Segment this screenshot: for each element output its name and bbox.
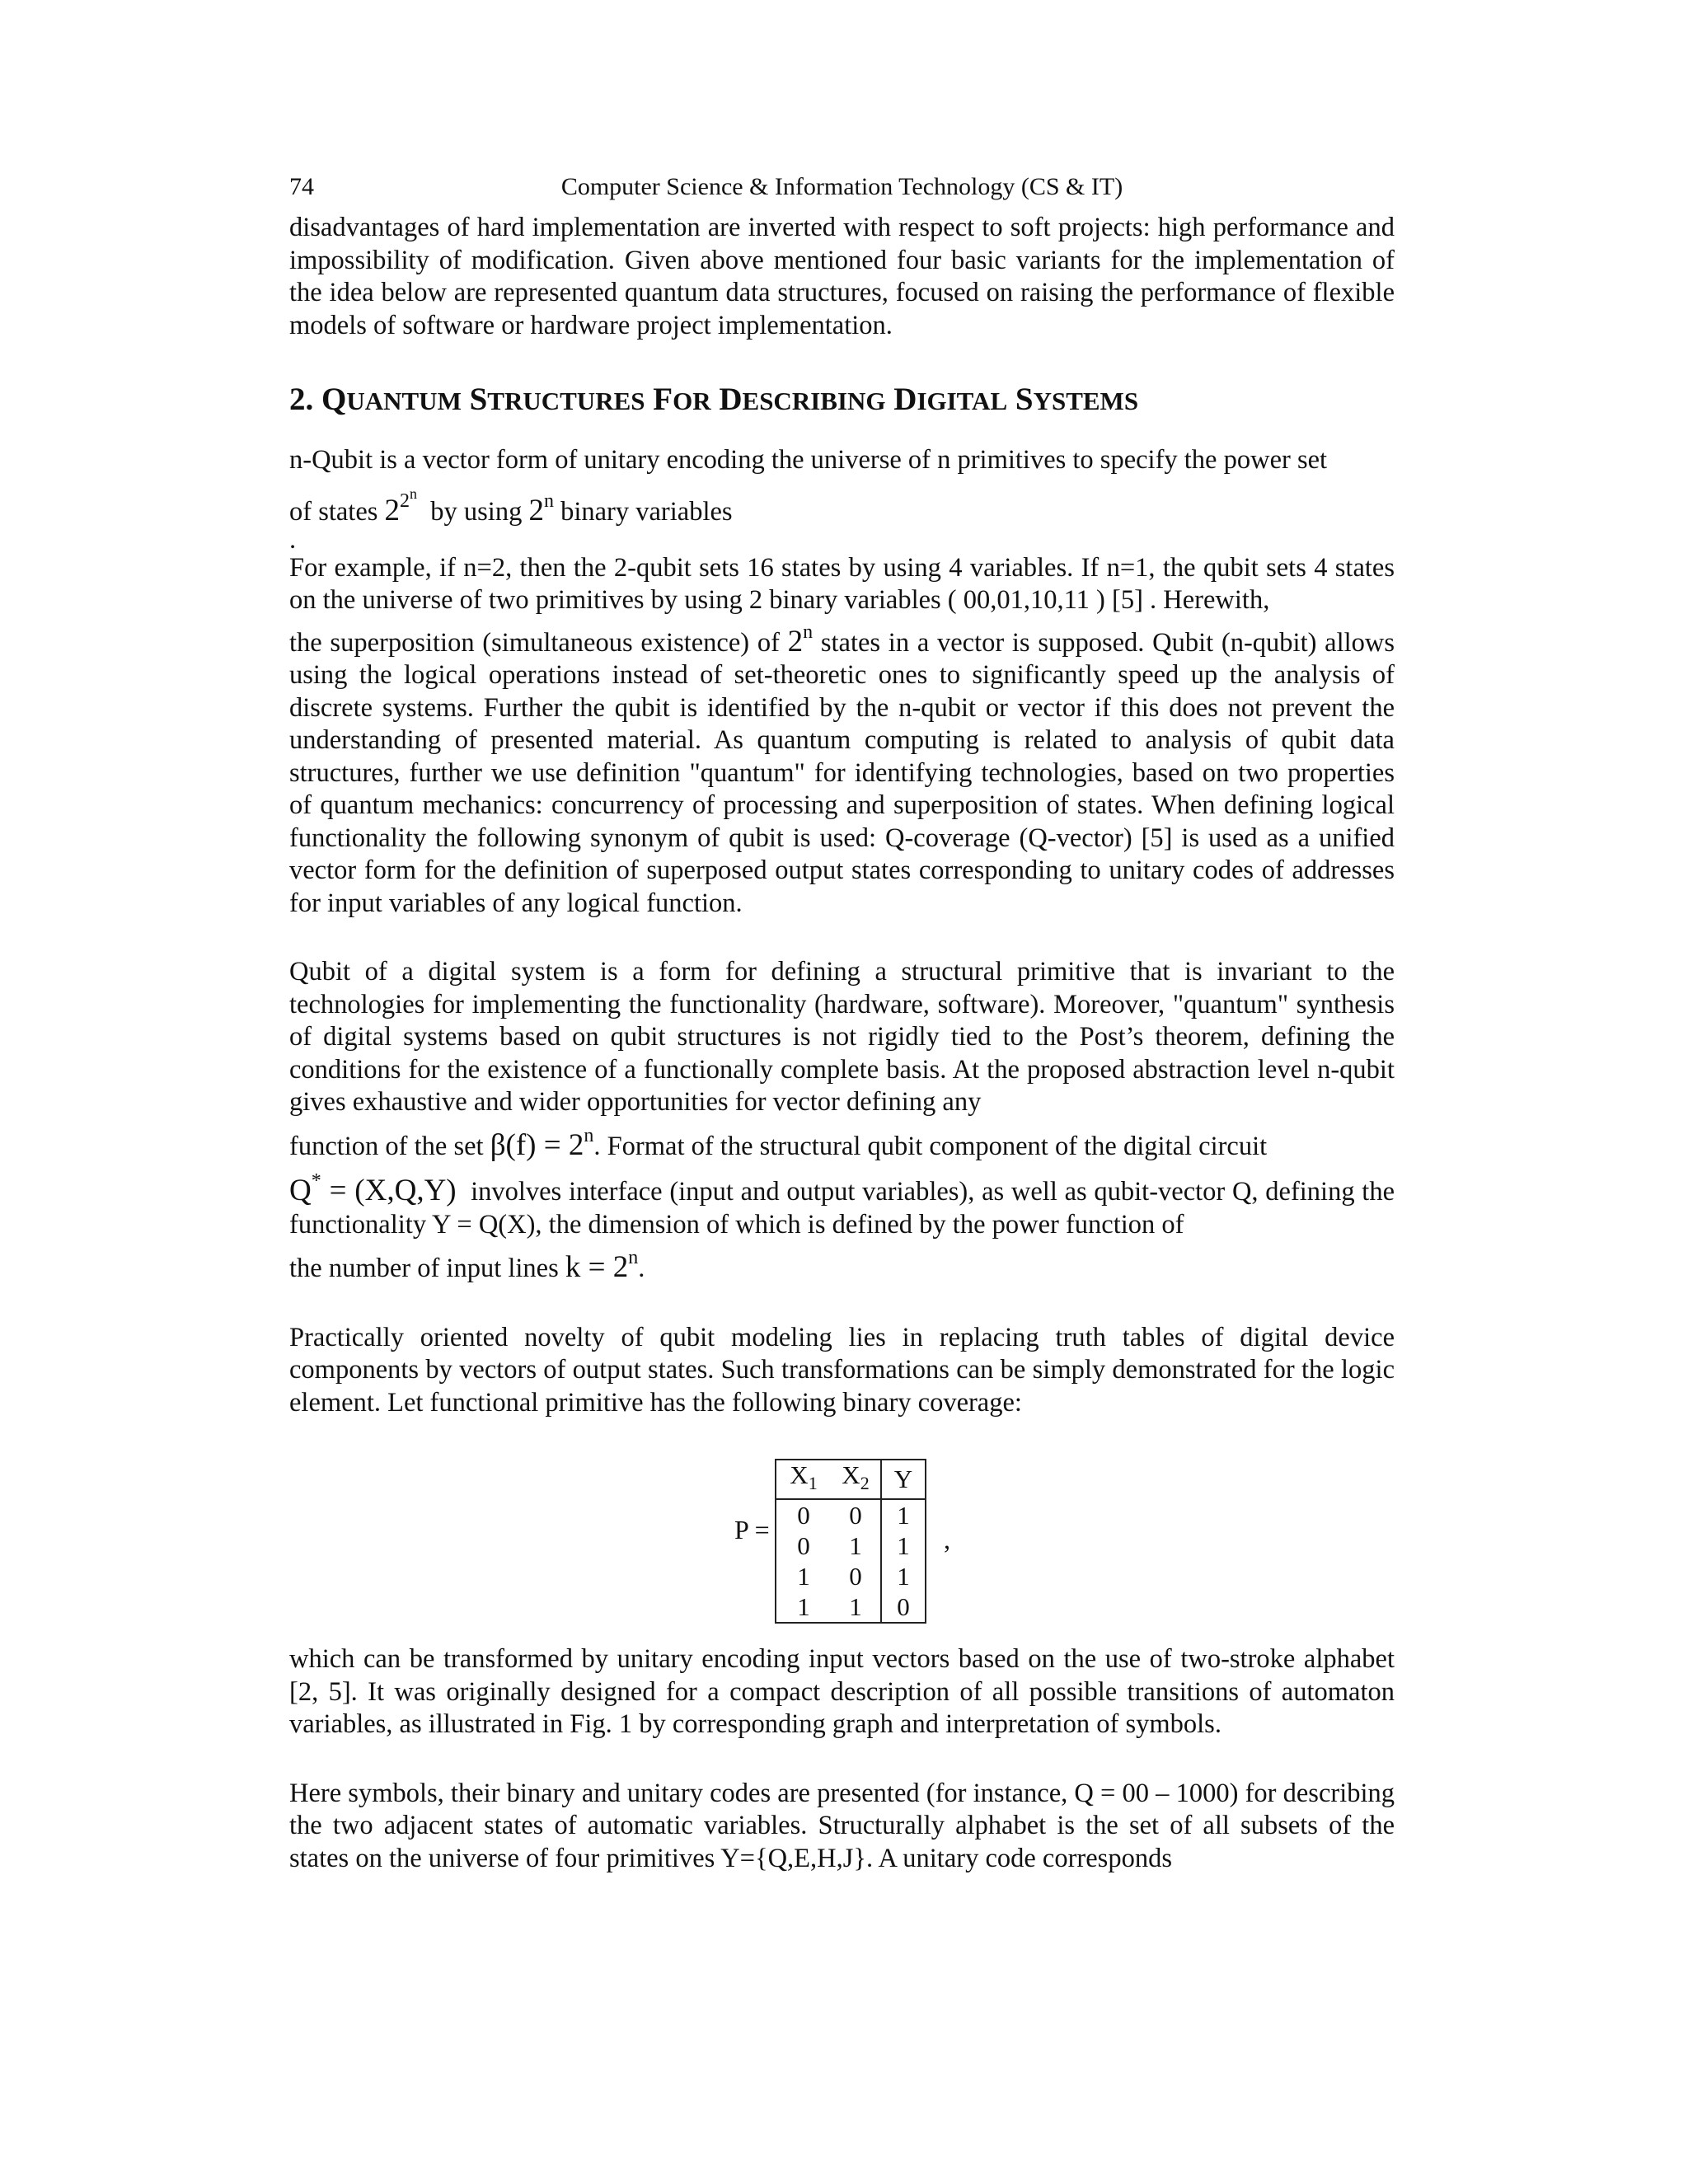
page [289,169,1395,1875]
coverage-trailing-comma: , [944,1525,950,1554]
paragraph-qubit-digital-q: Q* = (X,Q,Y) involves interface (input and output variables), as well as qubit-vector Q, defining the functionality Y = Q(X), the dimension of which is defined by the power function of [289,1170,1395,1240]
stray-dot: . [289,524,297,555]
paragraph-transform: which can be transformed by unitary encoding input vectors based on the use of two-stroke alphabet [2, 5]. It was originally designed for a compact description of all possible transitions of automaton variables, as illustrated in Fig. 1 by corresponding graph and interpretation of symbols. [289,1644,1395,1739]
table-cell: 1 [776,1561,831,1591]
section-heading: 2. QUANTUM STRUCTURES FOR DESCRIBING DIGITAL SYSTEMS [289,382,1139,417]
paragraph-example-part1: For example, if n=2, then the 2-qubit sets 16 states by using 4 variables. If n=1, the qubit sets 4 states on the universe of two primitives by using 2 binary variables ( 00,01,10,11 ) [5] . Herewith, [289,552,1395,615]
coverage-table [775,1459,926,1624]
table-row [776,1591,926,1623]
paragraph-symbols: Here symbols, their binary and unitary codes are presented (for instance, Q = 00 – 1000) for describing the two adjacent states of automatic variables. Structurally alphabet is the set of all subsets of the states on the universe of four primitives Y={Q,E,H,J}. A unitary code corresponds [289,1778,1395,1873]
table-cell: 0 [776,1530,831,1561]
table-cell: 1 [881,1530,926,1561]
paragraph-intro: disadvantages of hard implementation are inverted with respect to soft projects: high performance and impossibility of modification. Given above mentioned four basic variants for the implementation of the idea below are represented quantum data structures, focused on raising the performance of flexible models of software or hardware project implementation. [289,213,1395,340]
table-cell: 0 [849,1561,862,1591]
table-cell: 0 [881,1591,926,1623]
coverage-table-header [776,1460,926,1499]
header-x1: $X_1$ [776,1460,831,1499]
table-row [776,1499,926,1530]
table-cell: 1 [881,1499,926,1530]
paragraph-qubit-digital-beta: function of the set $\beta(f) = 2^n$. Format of the structural qubit component of the digital circuit [289,1124,1268,1162]
header-x2: $X_2$ [831,1460,881,1499]
journal-title: Computer Science & Information Technology (CS & IT) [560,173,1123,200]
paragraph-nqubit-line2: of states $2^{2^n}$ by using 2$^n$ binary variables [289,485,733,527]
header-y: Y [881,1460,926,1499]
table-row [776,1530,926,1561]
table-cell: 0 [849,1500,862,1530]
paragraph-qubit-digital-k: the number of input lines $k = 2^n$. [289,1247,645,1284]
coverage-label: P = [734,1515,770,1544]
paragraph-nqubit-line1: n-Qubit is a vector form of unitary encoding the universe of n primitives to specify the power set [289,445,1328,475]
table-cell: 1 [881,1561,926,1591]
paragraph-practical: Practically oriented novelty of qubit modeling lies in replacing truth tables of digital device components by vectors of output states. Such transformations can be simply demonstrated for the logic element. Let functional primitive has the following binary coverage: [289,1322,1395,1418]
table-cell: 0 [776,1499,831,1530]
table-cell: 1 [849,1530,862,1560]
page-number: 74 [289,173,314,200]
table-cell: 1 [831,1591,881,1623]
paragraph-example-part2: the superposition (simultaneous existence) of 2$^n$ states in a vector is supposed. Qubit (n-qubit) allows using the logical operations instead of set-theoretic ones to significantly speed up the analysis of discrete systems. Further the qubit is identified by the n-qubit or vector if this does not prevent the understanding of presented material. As quantum computing is related to analysis of qubit data structures, further we use definition "quantum" for identifying technologies, based on two properties of quantum mechanics: concurrency of processing and superposition of states. When defining logical functionality the following synonym of qubit is used: Q-coverage (Q-vector) [5] is used as a unified vector form for the definition of superposed output states corresponding to unitary codes of addresses for input variables of any logical function. [289,621,1395,918]
running-header [289,169,1395,205]
paragraph-qubit-digital: Qubit of a digital system is a form for defining a structural primitive that is invariant to the technologies for implementing the functionality (hardware, software). Moreover, "quantum" synthesis of digital systems based on qubit structures is not rigidly tied to the Post’s theorem, defining the conditions for the existence of a functionally complete basis. At the proposed abstraction level n-qubit gives exhaustive and wider opportunities for vector defining any [289,957,1395,1117]
coverage-table-block [289,1459,1395,1621]
table-cell: 1 [776,1591,831,1623]
table-row [776,1561,926,1591]
